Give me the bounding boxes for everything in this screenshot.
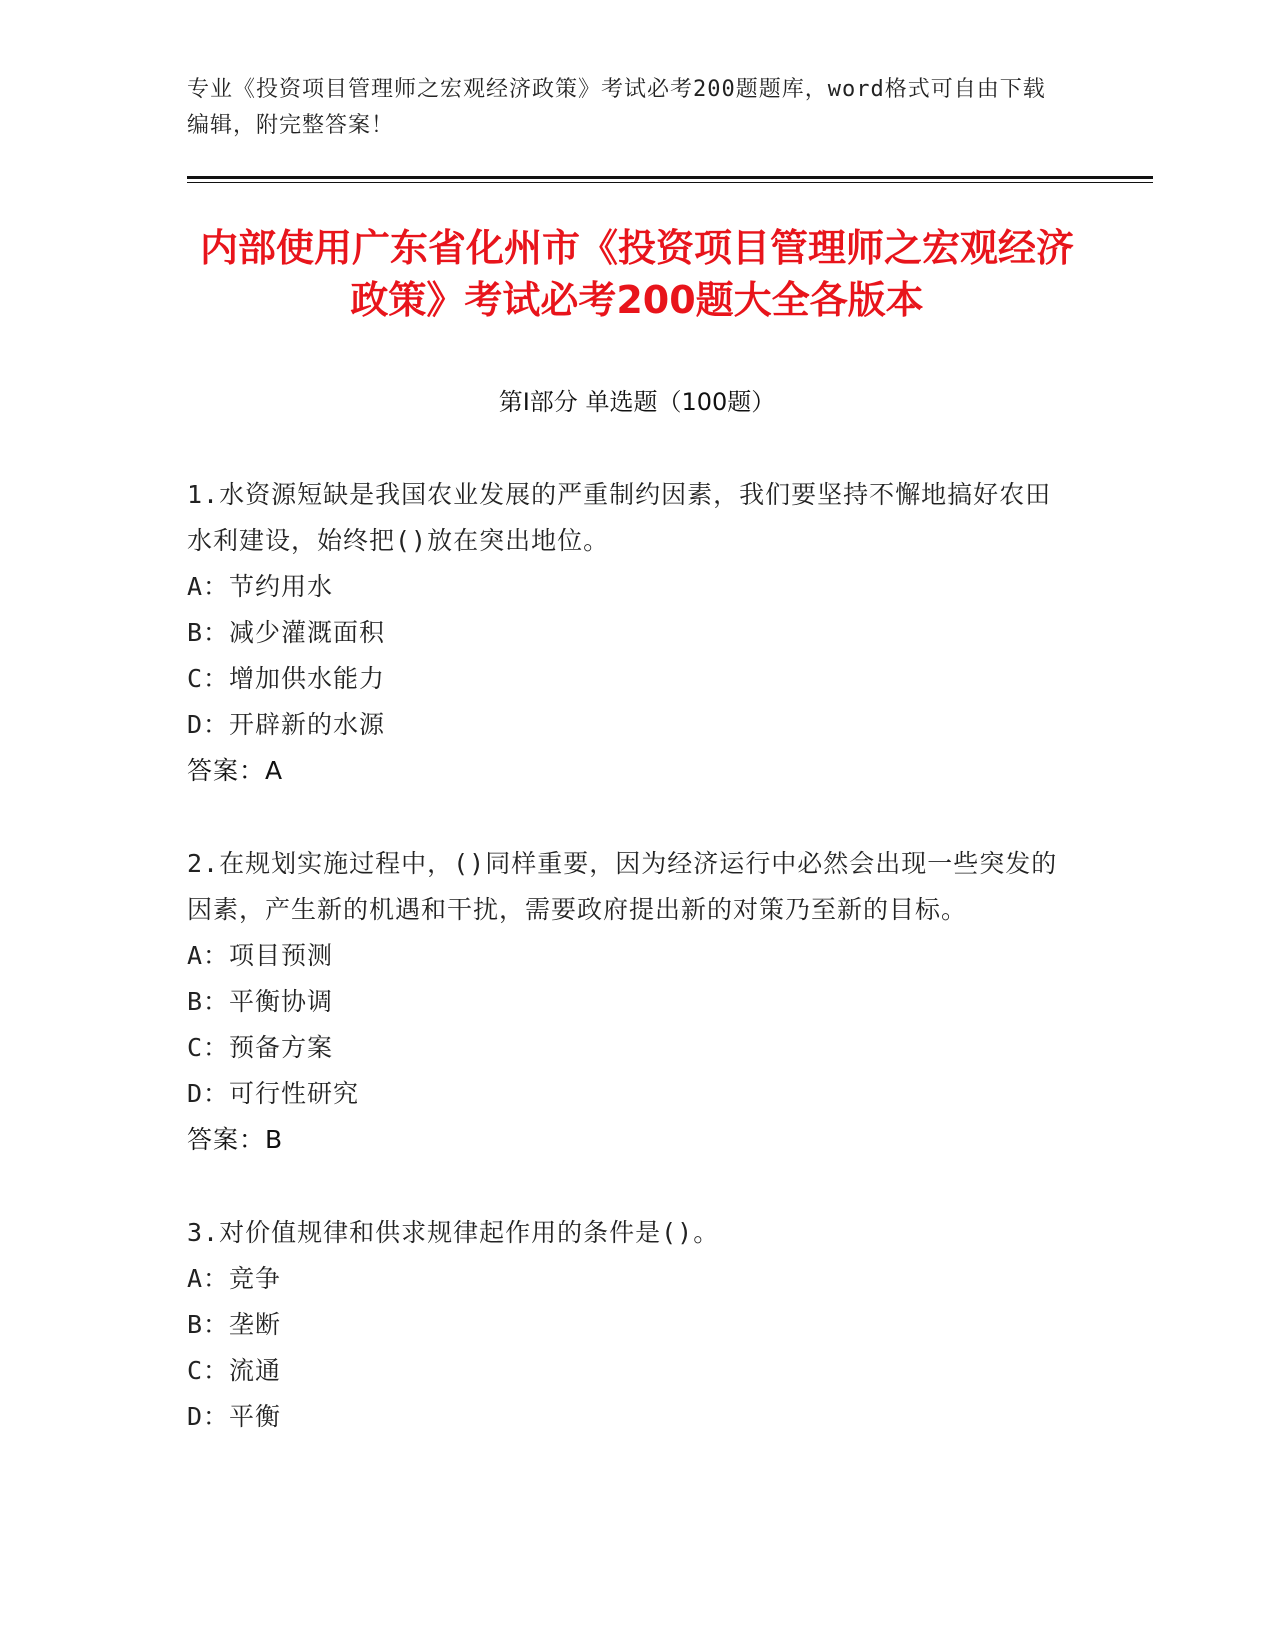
question-item [187, 1210, 1067, 1440]
option-d: D：开辟新的水源 [187, 710, 386, 739]
section-heading: 第Ⅰ部分 单选题（100题） [498, 388, 776, 416]
option-d: D：平衡 [187, 1402, 282, 1431]
question-list [187, 472, 1067, 1487]
document-title: 内部使用广东省化州市《投资项目管理师之宏观经济政策》考试必考200题大全各版本 [199, 226, 1074, 322]
question-item [187, 841, 1067, 1163]
answer-line: 答案：A [187, 756, 284, 785]
option-d: D：可行性研究 [187, 1079, 360, 1108]
header-divider-thick [187, 176, 1153, 179]
header-divider-thin [187, 182, 1153, 183]
option-b: B：平衡协调 [187, 987, 334, 1016]
option-c: C：预备方案 [187, 1033, 334, 1062]
option-c: C：流通 [187, 1356, 282, 1385]
header-note: 专业《投资项目管理师之宏观经济政策》考试必考200题题库，word格式可自由下载编辑，附完整答案！ [187, 77, 1046, 138]
option-a: A：节约用水 [187, 572, 334, 601]
question-text: 3.对价值规律和供求规律起作用的条件是()。 [187, 1218, 720, 1247]
answer-line: 答案：B [187, 1125, 284, 1154]
option-b: B：垄断 [187, 1310, 282, 1339]
question-text: 2.在规划实施过程中，()同样重要，因为经济运行中必然会出现一些突发的因素，产生新的机遇和干扰，需要政府提出新的对策乃至新的目标。 [187, 849, 1058, 924]
option-a: A：项目预测 [187, 941, 334, 970]
option-a: A：竞争 [187, 1264, 282, 1293]
option-b: B：减少灌溉面积 [187, 618, 386, 647]
question-text: 1.水资源短缺是我国农业发展的严重制约因素，我们要坚持不懈地搞好农田水利建设，始终把()放在突出地位。 [187, 480, 1052, 555]
option-c: C：增加供水能力 [187, 664, 386, 693]
question-item [187, 472, 1067, 794]
